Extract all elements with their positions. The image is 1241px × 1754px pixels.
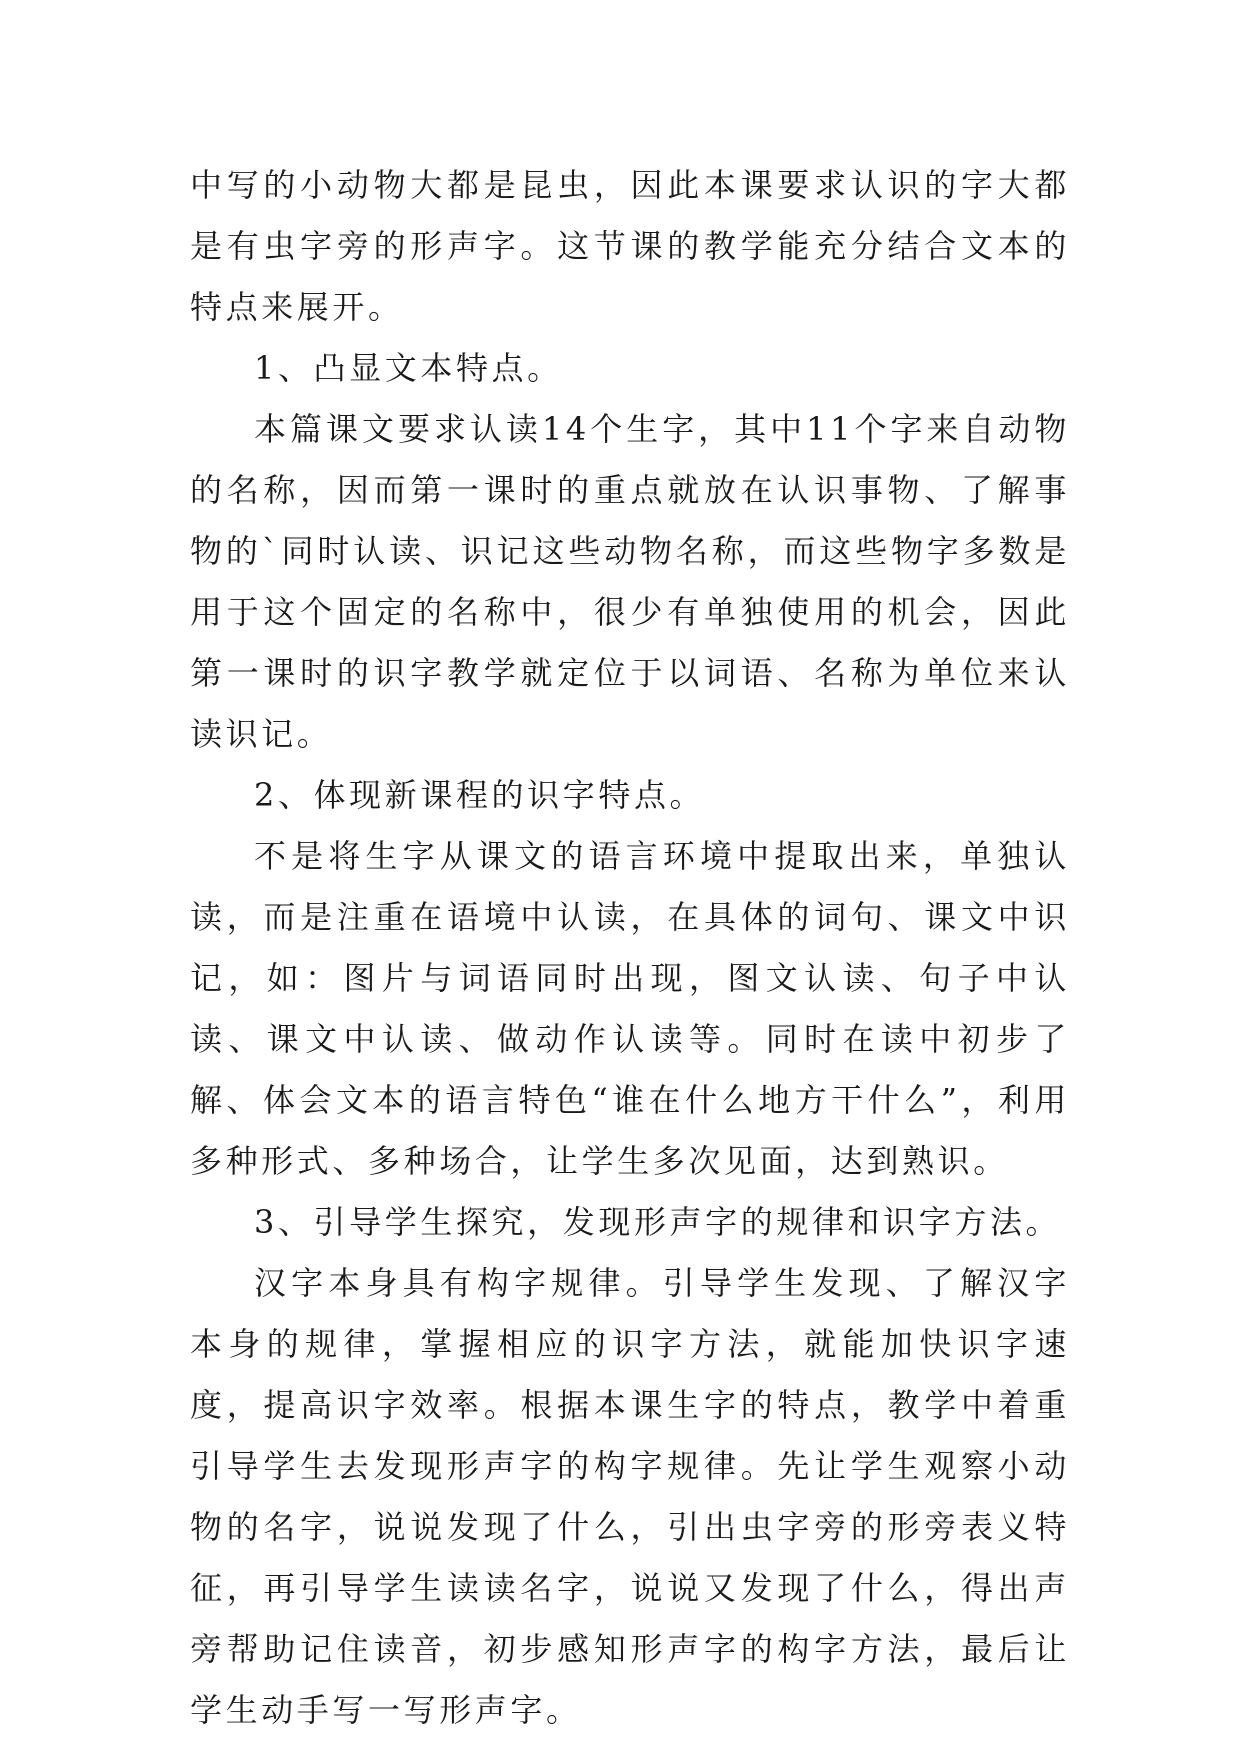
document-body bbox=[190, 155, 1070, 1741]
paragraph-continuation: 中写的小动物大都是昆虫，因此本课要求认识的字大都是有虫字旁的形声字。这节课的教学能充分结合文本的特点来展开。 bbox=[190, 166, 1070, 326]
paragraph-1: 本篇课文要求认读14个生字，其中11个字来自动物的名称，因而第一课时的重点就放在认识事物、了解事物的`同时认读、识记这些动物名称，而这些物字多数是用于这个固定的名称中，很少有单独使用的机会，因此第一课时的识字教学就定位于以词语、名称为单位来认读识记。 bbox=[190, 410, 1070, 753]
heading-1-highlight-text-features: 1、凸显文本特点。 bbox=[254, 349, 563, 387]
heading-2-new-curriculum-literacy: 2、体现新课程的识字特点。 bbox=[254, 776, 706, 814]
paragraph-2: 不是将生字从课文的语言环境中提取出来，单独认读，而是注重在语境中认读，在具体的词句、课文中识记，如：图片与词语同时出现，图文认读、句子中认读、课文中认读、做动作认读等。同时在读中初步了解、体会文本的语言特色“谁在什么地方干什么”，利用多种形式、多种场合，让学生多次见面，达到熟识。 bbox=[190, 837, 1070, 1180]
heading-3-guide-students-explore: 3、引导学生探究，发现形声字的规律和识字方法。 bbox=[254, 1203, 1062, 1241]
paragraph-3: 汉字本身具有构字规律。引导学生发现、了解汉字本身的规律，掌握相应的识字方法，就能加快识字速度，提高识字效率。根据本课生字的特点，教学中着重引导学生去发现形声字的构字规律。先让学生观察小动物的名字，说说发现了什么，引出虫字旁的形旁表义特征，再引导学生读读名字，说说又发现了什么，得出声旁帮助记住读音，初步感知形声字的构字方法，最后让学生动手写一写形声字。 bbox=[190, 1264, 1070, 1729]
